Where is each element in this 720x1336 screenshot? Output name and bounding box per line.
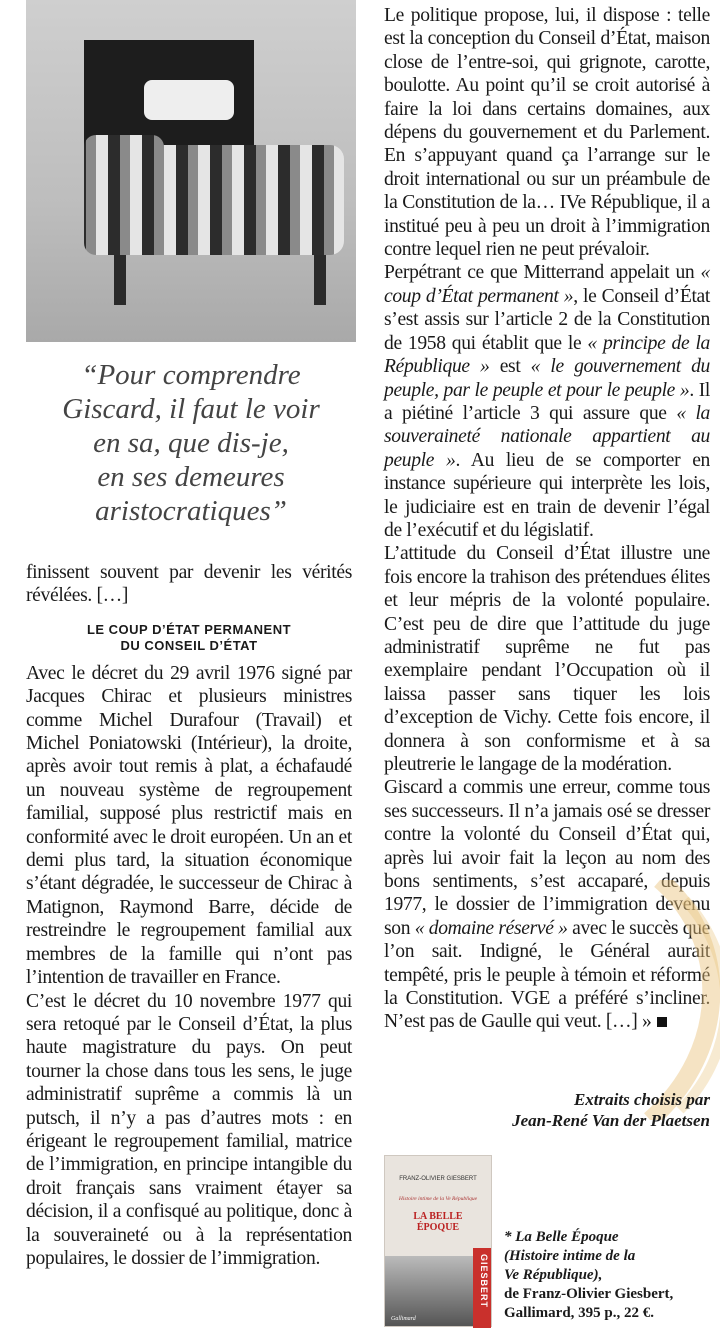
body-paragraph — [384, 776, 710, 1033]
left-column — [26, 561, 352, 1270]
section-heading-line: DU CONSEIL D’ÉTAT — [120, 637, 258, 653]
text-run: est — [489, 356, 531, 378]
excerpt-credit — [384, 1089, 710, 1131]
book-info-title-line: (Histoire intime de la — [504, 1248, 636, 1264]
text-run: , le Conseil d’État s’est assis sur l’article 2 de la Constitution de 1958 qui établit que le — [384, 285, 710, 354]
book-cover — [384, 1155, 492, 1327]
end-of-article-mark — [657, 1017, 667, 1027]
section-heading — [26, 622, 352, 654]
cover-title-line: LA BELLE — [413, 1211, 463, 1222]
cover-author: FRANZ-OLIVIER GIESBERT — [399, 1176, 477, 1182]
book-info — [504, 1228, 714, 1323]
pull-quote-line: “Pour comprendre — [81, 359, 301, 391]
cover-title-line: ÉPOQUE — [416, 1222, 460, 1233]
article-photo — [26, 0, 356, 342]
text-run: avec le succès que l’on sait. Indigné, le Général aurait tempêté, pris le peuple à témoin et réformé la Constitution. VGE a préféré s’incliner. N’est pas de Gaulle qui veut. […] » — [384, 917, 711, 1033]
credit-line: Extraits choisis par — [573, 1090, 710, 1109]
cover-publisher: Gallimard — [391, 1316, 416, 1322]
text-run: Giscard a commis une erreur, comme tous ses successeurs. Il n’a jamais osé se dresser contre la volonté du Conseil d’État qui, après lui avoir fait la leçon au nom des bons sentiments, s’est accaparé, depuis 1977, le dossier de l’immigration devenu son — [384, 777, 710, 939]
body-paragraph: Avec le décret du 29 avril 1976 signé par Jacques Chirac et plusieurs ministres comme Michel Durafour (Travail) et Michel Poniatowski (Intérieur), la droite, après avoir tout remis à plat, a échafaudé un nouveau système de regroupement familial, supposé plus restrictif mais en conformité avec le droit européen. Un an et demi plus tard, la situation économique s’étant dégradée, le successeur de Chirac à Matignon, Raymond Barre, décide de restreindre le regroupement familial aux membres de la famille qui n’ont pas l’intention de travailler en France. — [26, 662, 352, 989]
text-run: . Il a piétiné l’article 3 qui assure que — [384, 379, 710, 424]
book-info-line: de Franz-Olivier Giesbert, — [504, 1286, 674, 1302]
text-run: . Au lieu de se comporter en instance supérieure qui interprète les lois, le judiciaire est en train de devenir l’égal de l’exécutif et du législatif. — [384, 449, 710, 541]
pull-quote-line: aristocratiques” — [95, 495, 287, 527]
intro-paragraph: finissent souvent par devenir les vérités révélées. […] — [26, 562, 352, 607]
cover-title — [385, 1211, 491, 1233]
pull-quote-line: en sa, que dis-je, — [93, 427, 289, 459]
body-paragraph: L’attitude du Conseil d’État illustre une fois encore la trahison des prétendues élites et leur mépris de la volonté populaire. C’est peu de dire que l’attitude du juge administratif suprême ne fut pas exemplaire pendant l’Occupation où il laissa passer sans tiquer les lois d’exception de Vichy. Cette fois encore, il donnera à son conformisme et à sa pleutrerie le langage de la modération. — [384, 543, 710, 775]
book-info-line: Gallimard, 395 p., 22 €. — [504, 1305, 655, 1321]
quoted-phrase: « le gouvernement du peuple, par le peuple et pour le peuple » — [384, 356, 711, 401]
quoted-phrase: « la souveraineté nationale appartient au peuple » — [384, 402, 711, 471]
body-paragraph: C’est le décret du 10 novembre 1977 qui sera retoqué par le Conseil d’État, la plus haute magistrature du pays. On peut tourner la chose dans tous les sens, le juge administratif suprême a commis là un putsch, il n’y a pas d’autres mots : en érigeant le regroupement familial, matrice de l’immigration, en principe intangible du droit français sans vraiment étayer sa décision, il a confisqué au politique, donc à la souveraineté ou à la représentation populaires, le dossier de l’immigration. — [26, 990, 352, 1269]
quoted-phrase: « principe de la République » — [384, 332, 710, 378]
credit-author: Jean-René Van der Plaetsen — [512, 1111, 710, 1130]
body-paragraph: Le politique propose, lui, il dispose : telle est la conception du Conseil d’État, maison close de l’entre-soi, qui grignote, carotte, boulotte. Au point qu’il se croit autorisé à faire la loi dans certains domaines, aux dépens du gouvernement et du Parlement. En s’appuyant quand ça l’arrange sur le droit international ou sur un préambule de la Constitution de la… IVe République, il a institué peu à peu un droit à l’immigration contre lequel rien ne peut prévaloir. — [384, 5, 710, 261]
cover-subtitle: Histoire intime de la Ve République — [398, 1196, 478, 1202]
pull-quote-line: en ses demeures — [97, 461, 285, 493]
pull-quote-line: Giscard, il faut le voir — [62, 393, 320, 425]
quoted-phrase: « coup d’État permanent » — [384, 262, 710, 307]
body-paragraph — [384, 261, 710, 542]
armchair-illustration — [74, 40, 354, 310]
quoted-phrase: « domaine réservé » — [414, 917, 568, 939]
book-info-title-line: * La Belle Époque — [504, 1229, 619, 1245]
section-heading-line: LE COUP D’ÉTAT PERMANENT — [86, 621, 292, 637]
text-run: Perpétrant ce que Mitterrand appelait un — [384, 262, 701, 284]
right-column — [384, 4, 710, 1034]
cover-spine-name: GIESBERT — [479, 1254, 489, 1309]
book-info-title-line: Ve République), — [504, 1267, 603, 1283]
pull-quote — [26, 358, 356, 528]
